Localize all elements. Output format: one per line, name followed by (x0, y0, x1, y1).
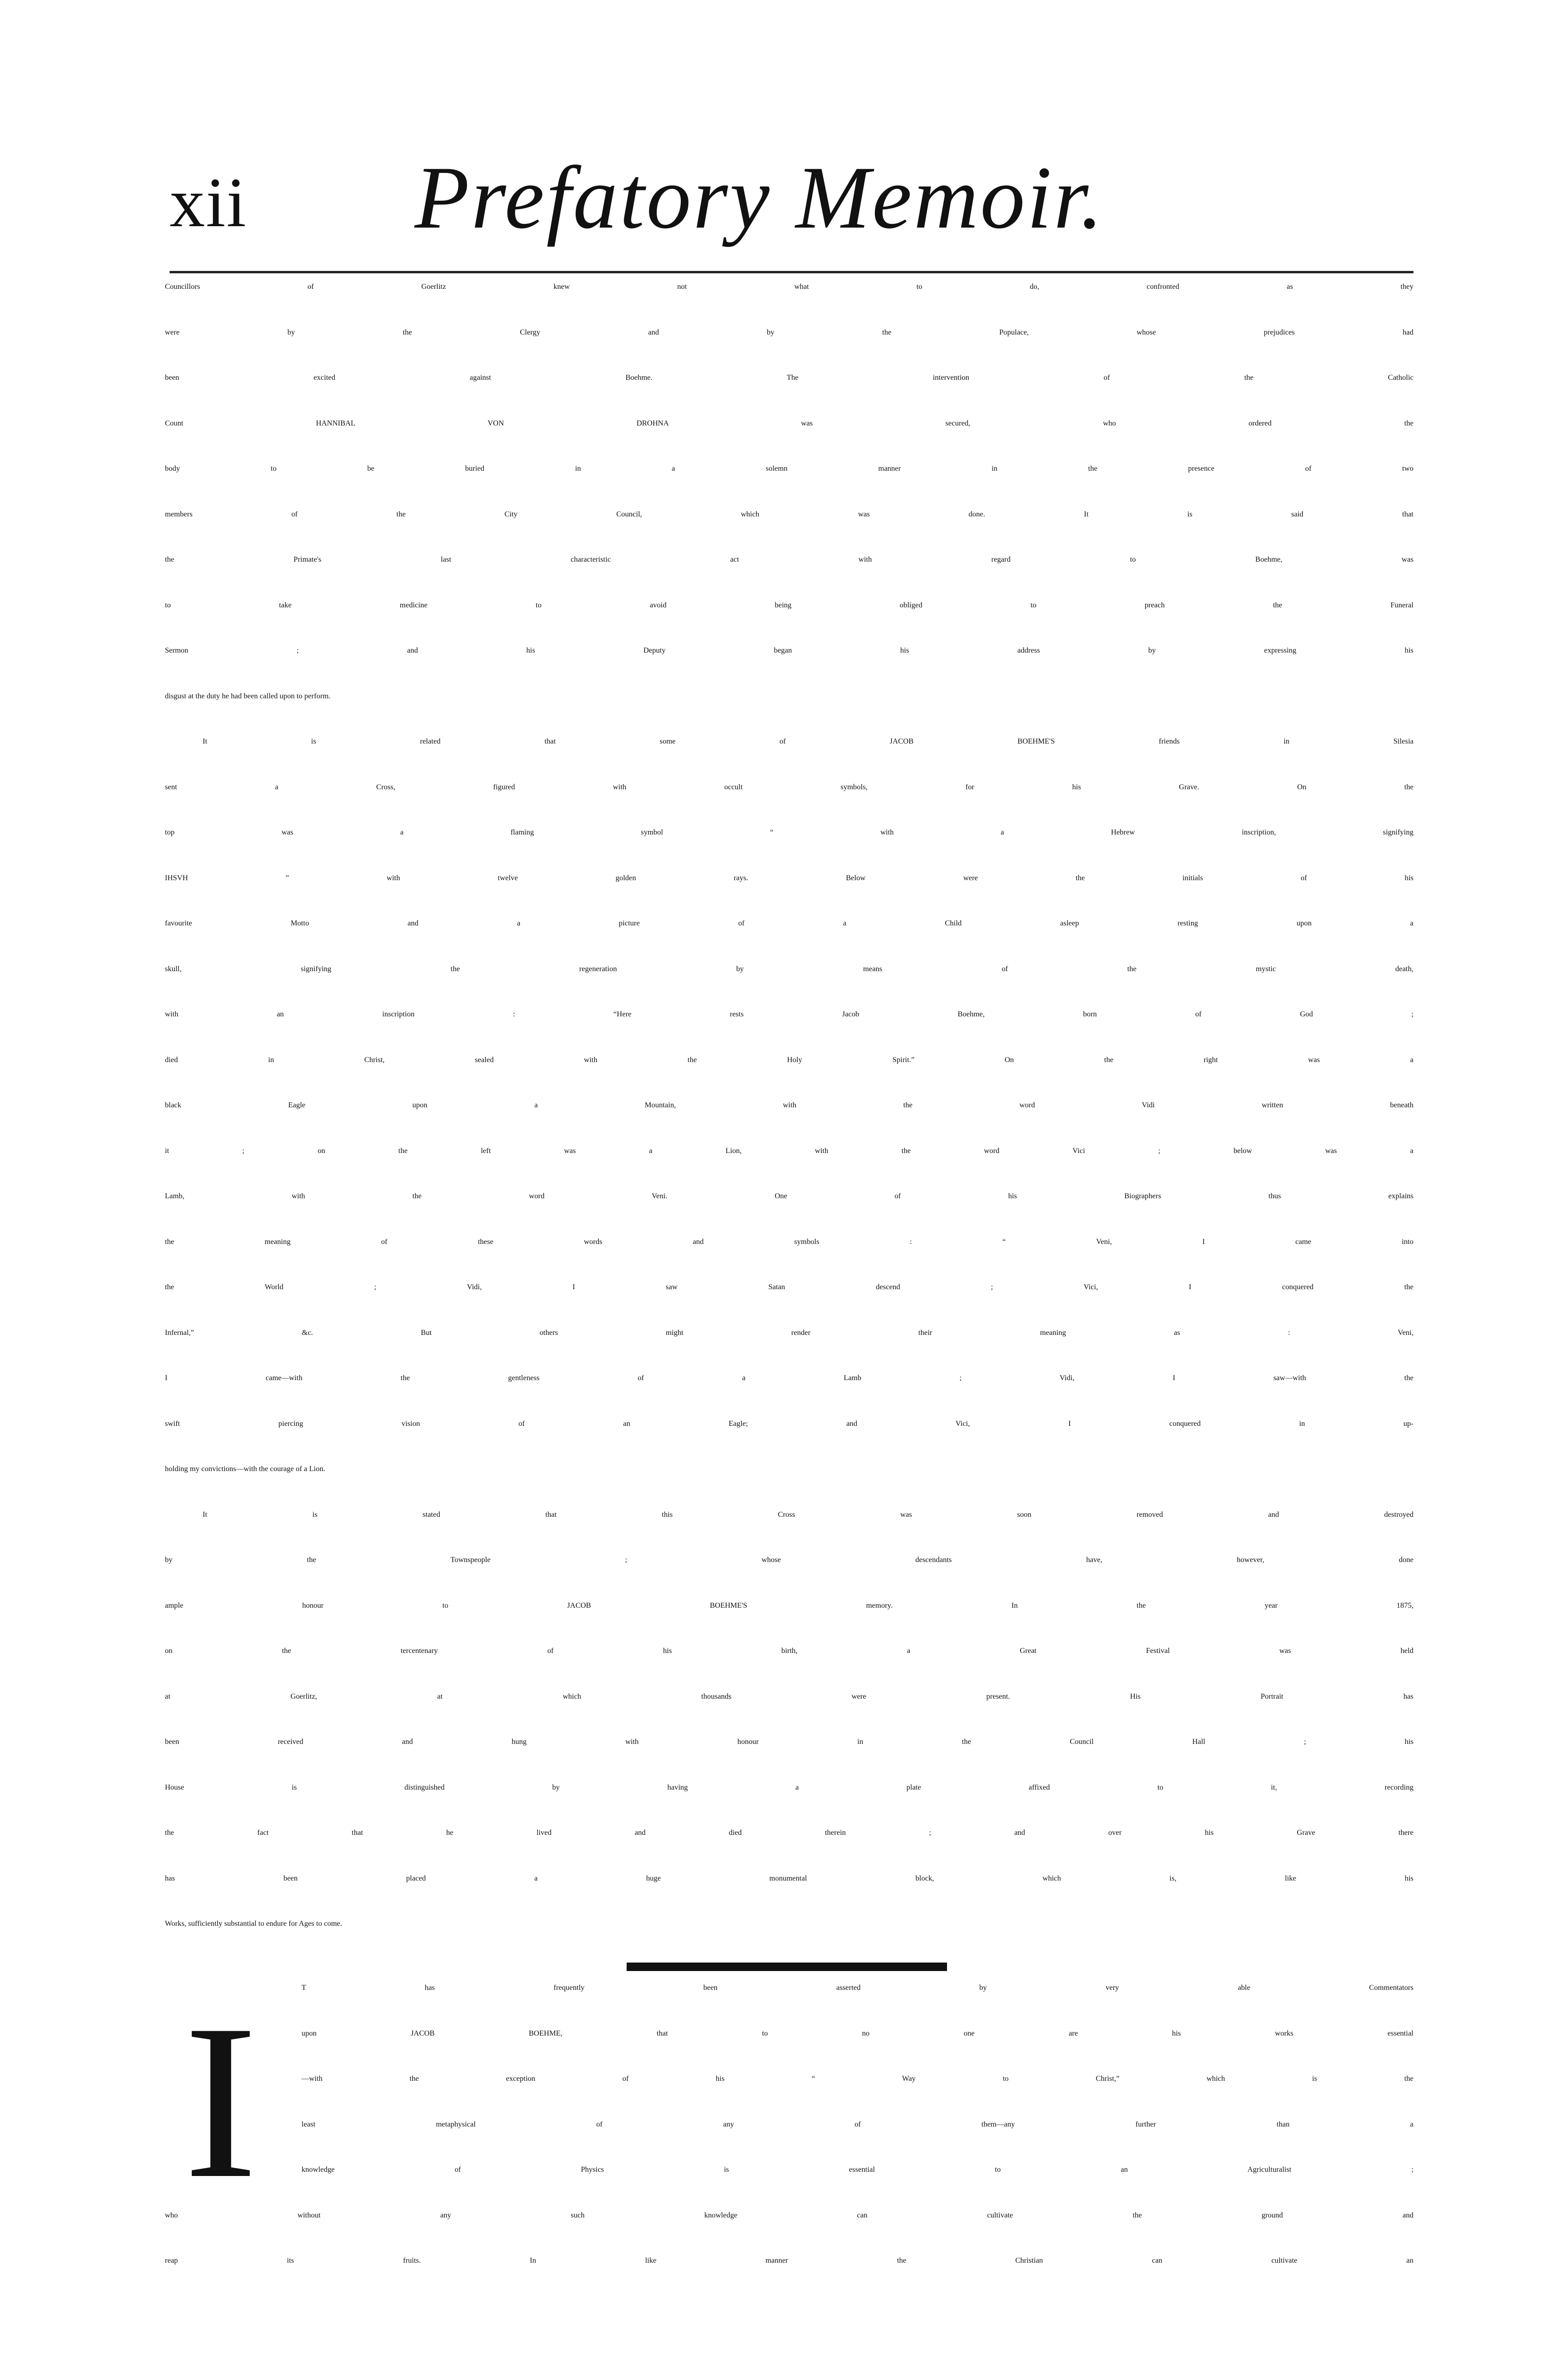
text-line: Lamb, with the word Veni. One of his Biographers thus explains (165, 1192, 1413, 1200)
text-line: sent a Cross, figured with occult symbols, for his Grave. On the (165, 783, 1413, 791)
text-line: died in Christ, sealed with the Holy Spirit.” On the right was a (165, 1055, 1413, 1064)
text-line: disgust at the duty he had been called upon to perform. (165, 692, 331, 700)
section-divider-rule (627, 1963, 947, 1971)
text-line: members of the City Council, which was done. It is said that (165, 510, 1413, 518)
text-line: Councillors of Goerlitz knew not what to do, confronted as they (165, 283, 1413, 291)
text-line: IHSVH ” with twelve golden rays. Below were the initials of his (165, 874, 1413, 882)
text-line: been received and hung with honour in the Council Hall ; his (165, 1738, 1413, 1746)
running-title: Prefatory Memoir. (415, 148, 1105, 247)
text-line: black Eagle upon a Mountain, with the word Vidi written beneath (165, 1101, 1413, 1109)
header-rule (170, 271, 1413, 273)
text-line: reap its fruits. In like manner the Christian can cultivate an (165, 2257, 1413, 2265)
text-line: T has frequently been asserted by very able Commentators (302, 1984, 1413, 1992)
page-number: xii (170, 164, 247, 242)
body-text-section-1 (165, 283, 1413, 1965)
text-line: ample honour to JACOB BOEHME'S memory. In the year 1875, (165, 1601, 1413, 1610)
drop-cap: I (184, 1979, 258, 2224)
text-line: least metaphysical of any of them—any further than a (302, 2120, 1413, 2128)
text-line: It is stated that this Cross was soon removed and destroyed (203, 1510, 1413, 1519)
text-line: who without any such knowledge can cultivate the ground and (165, 2211, 1413, 2219)
text-line: holding my convictions—with the courage of a Lion. (165, 1465, 326, 1473)
text-line: by the Townspeople ; whose descendants have, however, done (165, 1556, 1413, 1564)
text-line: body to be buried in a solemn manner in the presence of two (165, 465, 1413, 473)
text-line: upon JACOB BOEHME, that to no one are his works essential (302, 2029, 1413, 2037)
text-line: with an inscription : “Here rests Jacob Boehme, born of God ; (165, 1010, 1413, 1018)
text-line: House is distinguished by having a plate affixed to it, recording (165, 1783, 1413, 1792)
text-line: Works, sufficiently substantial to endure for Ages to come. (165, 1920, 343, 1928)
text-line: were by the Clergy and by the Populace, whose prejudices had (165, 328, 1413, 336)
running-head (170, 141, 1413, 283)
text-line: to take medicine to avoid being obliged to preach the Funeral (165, 601, 1413, 609)
text-line: knowledge of Physics is essential to an Agriculturalist ; (302, 2166, 1413, 2174)
text-line: it ; on the left was a Lion, with the word Vici ; below was a (165, 1146, 1413, 1155)
text-line: has been placed a huge monumental block, which is, like his (165, 1874, 1413, 1882)
text-line: favourite Motto and a picture of a Child asleep resting upon a (165, 919, 1413, 927)
text-line: the fact that he lived and died therein ; and over his Grave there (165, 1829, 1413, 1837)
text-line: been excited against Boehme. The intervention of the Catholic (165, 374, 1413, 382)
text-line: It is related that some of JACOB BOEHME'S friends in Silesia (203, 737, 1413, 745)
text-line: at Goerlitz, at which thousands were present. His Portrait has (165, 1692, 1413, 1701)
text-line: on the tercentenary of his birth, a Great Festival was held (165, 1647, 1413, 1655)
text-line: Infernal,” &c. But others might render their meaning as : Veni, (165, 1328, 1413, 1337)
text-line: top was a flaming symbol “ with a Hebrew inscription, signifying (165, 828, 1413, 836)
text-line: swift piercing vision of an Eagle; and Vici, I conquered in up- (165, 1419, 1413, 1428)
text-line: Count HANNIBAL VON DROHNA was secured, who ordered the (165, 419, 1413, 427)
text-line: I came—with the gentleness of a Lamb ; Vidi, I saw—with the (165, 1374, 1413, 1382)
text-line: the World ; Vidi, I saw Satan descend ; Vici, I conquered the (165, 1283, 1413, 1291)
text-line: —with the exception of his “ Way to Christ,” which is the (302, 2075, 1413, 2083)
text-line: Sermon ; and his Deputy began his address by expressing his (165, 646, 1413, 654)
text-line: the Primate's last characteristic act with regard to Boehme, was (165, 556, 1413, 564)
text-line: the meaning of these words and symbols : “ Veni, I came into (165, 1237, 1413, 1246)
section-2-lines (165, 1979, 1413, 2302)
text-line: skull, signifying the regeneration by means of the mystic death, (165, 965, 1413, 973)
